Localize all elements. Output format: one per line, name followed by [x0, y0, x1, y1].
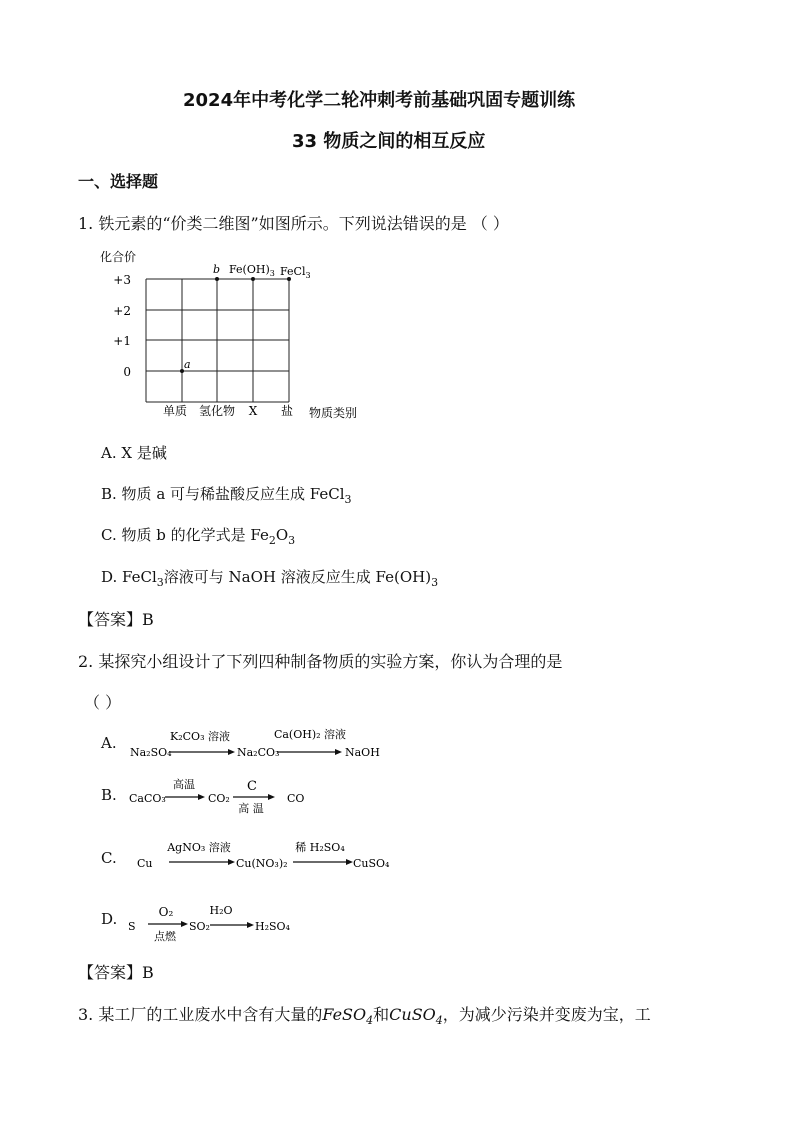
b-r1: 高温: [173, 778, 195, 791]
y-tick-plus2: +2: [113, 304, 131, 318]
q1-stem: 1. 铁元素的“价类二维图”如图所示。下列说法错误的是 （ ）: [78, 214, 509, 233]
q1-valence-chart: [95, 242, 375, 422]
q2-option-b-scheme: [125, 773, 325, 819]
c-r2: 稀 H₂SO₄: [295, 841, 345, 854]
a-s1: Na₂SO₄: [130, 746, 172, 759]
q2-answer: 【答案】B: [78, 963, 154, 982]
c-s3: CuSO₄: [353, 857, 390, 870]
q1-answer: 【答案】B: [78, 610, 154, 629]
d-s3: H₂SO₄: [255, 920, 290, 933]
point-feoh3-label: $Fe(OH)_3$: [229, 263, 275, 278]
b-s1: CaCO₃: [129, 792, 166, 805]
q1-option-d-text: D. FeCl: [101, 568, 157, 586]
section-heading: 一、选择题: [78, 172, 159, 191]
q2-stem: 2. 某探究小组设计了下列四种制备物质的实验方案，你认为合理的是: [78, 652, 563, 671]
point-b-label: b: [213, 263, 221, 276]
x-tick-element: 单质: [162, 404, 188, 418]
b-r2: C: [247, 779, 257, 794]
point-feoh3: [251, 277, 255, 281]
chart-xlabel: 物质类别: [308, 406, 358, 420]
a-s2: Na₂CO₃: [237, 746, 280, 759]
q2-option-c-scheme: [125, 835, 395, 875]
point-b: [215, 277, 219, 281]
y-tick-zero: 0: [123, 365, 131, 379]
q1-option-b-text: B. 物质 a 可与稀盐酸反应生成 FeCl: [101, 485, 345, 503]
doc-title-line1: 2024年中考化学二轮冲刺考前基础巩固专题训练: [183, 90, 576, 111]
q2-option-d-letter[interactable]: D.: [101, 910, 118, 928]
q2-option-d-scheme: [125, 898, 305, 944]
d-r2: H₂O: [209, 904, 233, 917]
q1-option-c[interactable]: C. 物质 b 的化学式是 $Fe_2O_3$: [101, 526, 296, 547]
a-r2: Ca(OH)₂ 溶液: [273, 728, 347, 741]
y-tick-plus3: +3: [113, 273, 131, 287]
c-r1: AgNO₃ 溶液: [167, 841, 231, 854]
x-tick-hydride: 氢化物: [198, 404, 236, 418]
d-s1: S: [128, 920, 136, 933]
q3-stem: 3. 某工厂的工业废水中含有大量的FeSO$_4$和CuSO$_4$，为减少污染并变废为宝，工: [78, 1005, 651, 1028]
y-tick-plus1: +1: [113, 334, 131, 348]
b-s2: CO₂: [208, 792, 230, 805]
d-s2: SO₂: [189, 920, 210, 933]
b-s3: CO: [287, 792, 305, 805]
a-r1: K₂CO₃ 溶液: [170, 730, 230, 743]
q2-option-c-letter[interactable]: C.: [101, 849, 117, 867]
c-s1: Cu: [137, 857, 153, 870]
q1-option-a[interactable]: A. X 是碱: [101, 444, 167, 462]
a-s3: NaOH: [345, 746, 380, 759]
q1-option-b[interactable]: B. 物质 a 可与稀盐酸反应生成 FeCl$_3$: [101, 485, 352, 506]
point-fecl3-label: FeCl$_3$: [280, 265, 311, 280]
d-r1: O₂: [158, 905, 174, 919]
x-tick-x: X: [248, 404, 258, 418]
q2-option-a-scheme: [125, 722, 395, 762]
c-s2: Cu(NO₃)₂: [236, 857, 288, 870]
chart-ylabel: 化合价: [100, 250, 137, 264]
q2-option-b-letter[interactable]: B.: [101, 786, 117, 804]
d-r1b: 点燃: [154, 930, 176, 943]
q2-option-a-letter[interactable]: A.: [101, 734, 117, 752]
doc-title-line2: 33 物质之间的相互反应: [292, 131, 486, 152]
q1-option-c-text: C. 物质 b 的化学式是 Fe: [101, 526, 269, 544]
b-r2b: 高 温: [238, 802, 264, 815]
q2-paren: （ ）: [84, 693, 122, 712]
q1-option-d[interactable]: D. FeCl$_3$溶液可与 NaOH 溶液反应生成 $Fe(OH)_3$: [101, 568, 439, 589]
x-tick-salt: 盐: [280, 404, 294, 418]
chart-grid: [146, 279, 289, 402]
point-a-label: a: [184, 358, 191, 371]
